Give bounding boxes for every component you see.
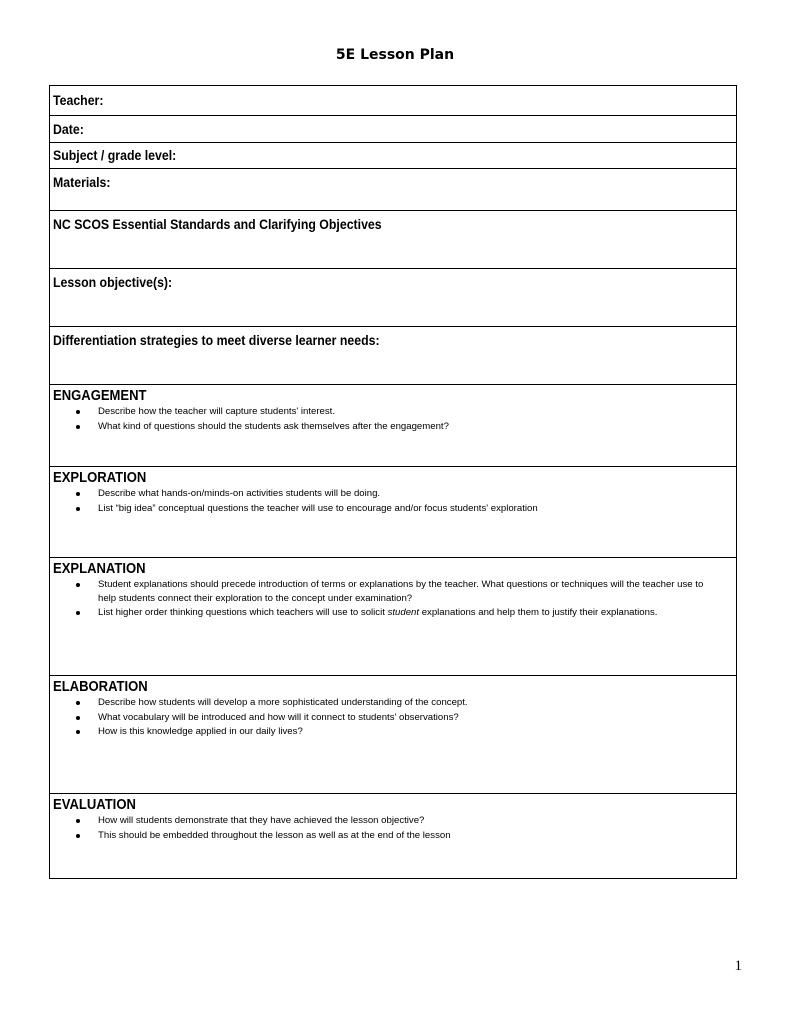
lesson-plan-table [49, 85, 737, 879]
objectives-label: Lesson objective(s): [53, 274, 173, 290]
subject-grade-label: Subject / grade level: [53, 147, 177, 163]
explanation-list [50, 578, 736, 621]
bullet-icon [76, 819, 80, 823]
list-item: Describe how the teacher will capture students' interest. [50, 405, 736, 419]
bullet-icon [76, 425, 80, 429]
subject-grade-row[interactable] [50, 143, 736, 169]
list-item: Describe what hands-on/minds-on activities students will be doing. [50, 487, 736, 501]
list-item: This should be embedded throughout the lesson as well as at the end of the lesson [50, 829, 736, 843]
page-title: 5E Lesson Plan [335, 47, 455, 63]
list-item: Student explanations should precede introduction of terms or explanations by the teacher. What questions or techniques will the teacher use to help students connect their exploration to the concept under examination? [50, 578, 736, 605]
date-label: Date: [53, 121, 84, 137]
teacher-label: Teacher: [53, 92, 104, 108]
bullet-icon [76, 730, 80, 734]
exploration-title: EXPLORATION [53, 470, 147, 486]
elaboration-section[interactable] [50, 676, 736, 794]
explanation-title: EXPLANATION [53, 561, 146, 577]
engagement-section[interactable] [50, 385, 736, 467]
evaluation-list [50, 814, 736, 843]
bullet-icon [76, 701, 80, 705]
elaboration-list [50, 696, 736, 740]
bullet-icon [76, 583, 80, 587]
bullet-icon [76, 492, 80, 496]
list-item: How is this knowledge applied in our daily lives? [50, 725, 736, 739]
list-item: What vocabulary will be introduced and how will it connect to students' observations? [50, 711, 736, 725]
elaboration-title: ELABORATION [53, 679, 148, 695]
materials-row[interactable] [50, 169, 736, 211]
exploration-list [50, 487, 736, 516]
bullet-icon [76, 410, 80, 414]
list-item: How will students demonstrate that they have achieved the lesson objective? [50, 814, 736, 828]
engagement-list [50, 405, 736, 434]
teacher-row[interactable] [50, 86, 736, 116]
differentiation-row[interactable] [50, 327, 736, 385]
bullet-icon [76, 611, 80, 615]
objectives-row[interactable] [50, 269, 736, 327]
evaluation-section[interactable] [50, 794, 736, 880]
bullet-icon [76, 834, 80, 838]
engagement-title: ENGAGEMENT [53, 388, 147, 404]
bullet-icon [76, 716, 80, 720]
date-row[interactable] [50, 116, 736, 143]
list-item: What kind of questions should the students ask themselves after the engagement? [50, 420, 736, 434]
list-item: List “big idea” conceptual questions the teacher will use to encourage and/or focus students' exploration [50, 502, 736, 516]
differentiation-label: Differentiation strategies to meet diverse learner needs: [53, 332, 380, 348]
list-item: List higher order thinking questions which teachers will use to solicit student explanations and help them to justify their explanations. [50, 606, 736, 620]
standards-label: NC SCOS Essential Standards and Clarifying Objectives [53, 216, 382, 232]
exploration-section[interactable] [50, 467, 736, 558]
bullet-icon [76, 507, 80, 511]
standards-row[interactable] [50, 211, 736, 269]
page-number: 1 [734, 958, 742, 974]
explanation-section[interactable] [50, 558, 736, 676]
materials-label: Materials: [53, 174, 111, 190]
evaluation-title: EVALUATION [53, 797, 136, 813]
list-item: Describe how students will develop a more sophisticated understanding of the concept. [50, 696, 736, 710]
